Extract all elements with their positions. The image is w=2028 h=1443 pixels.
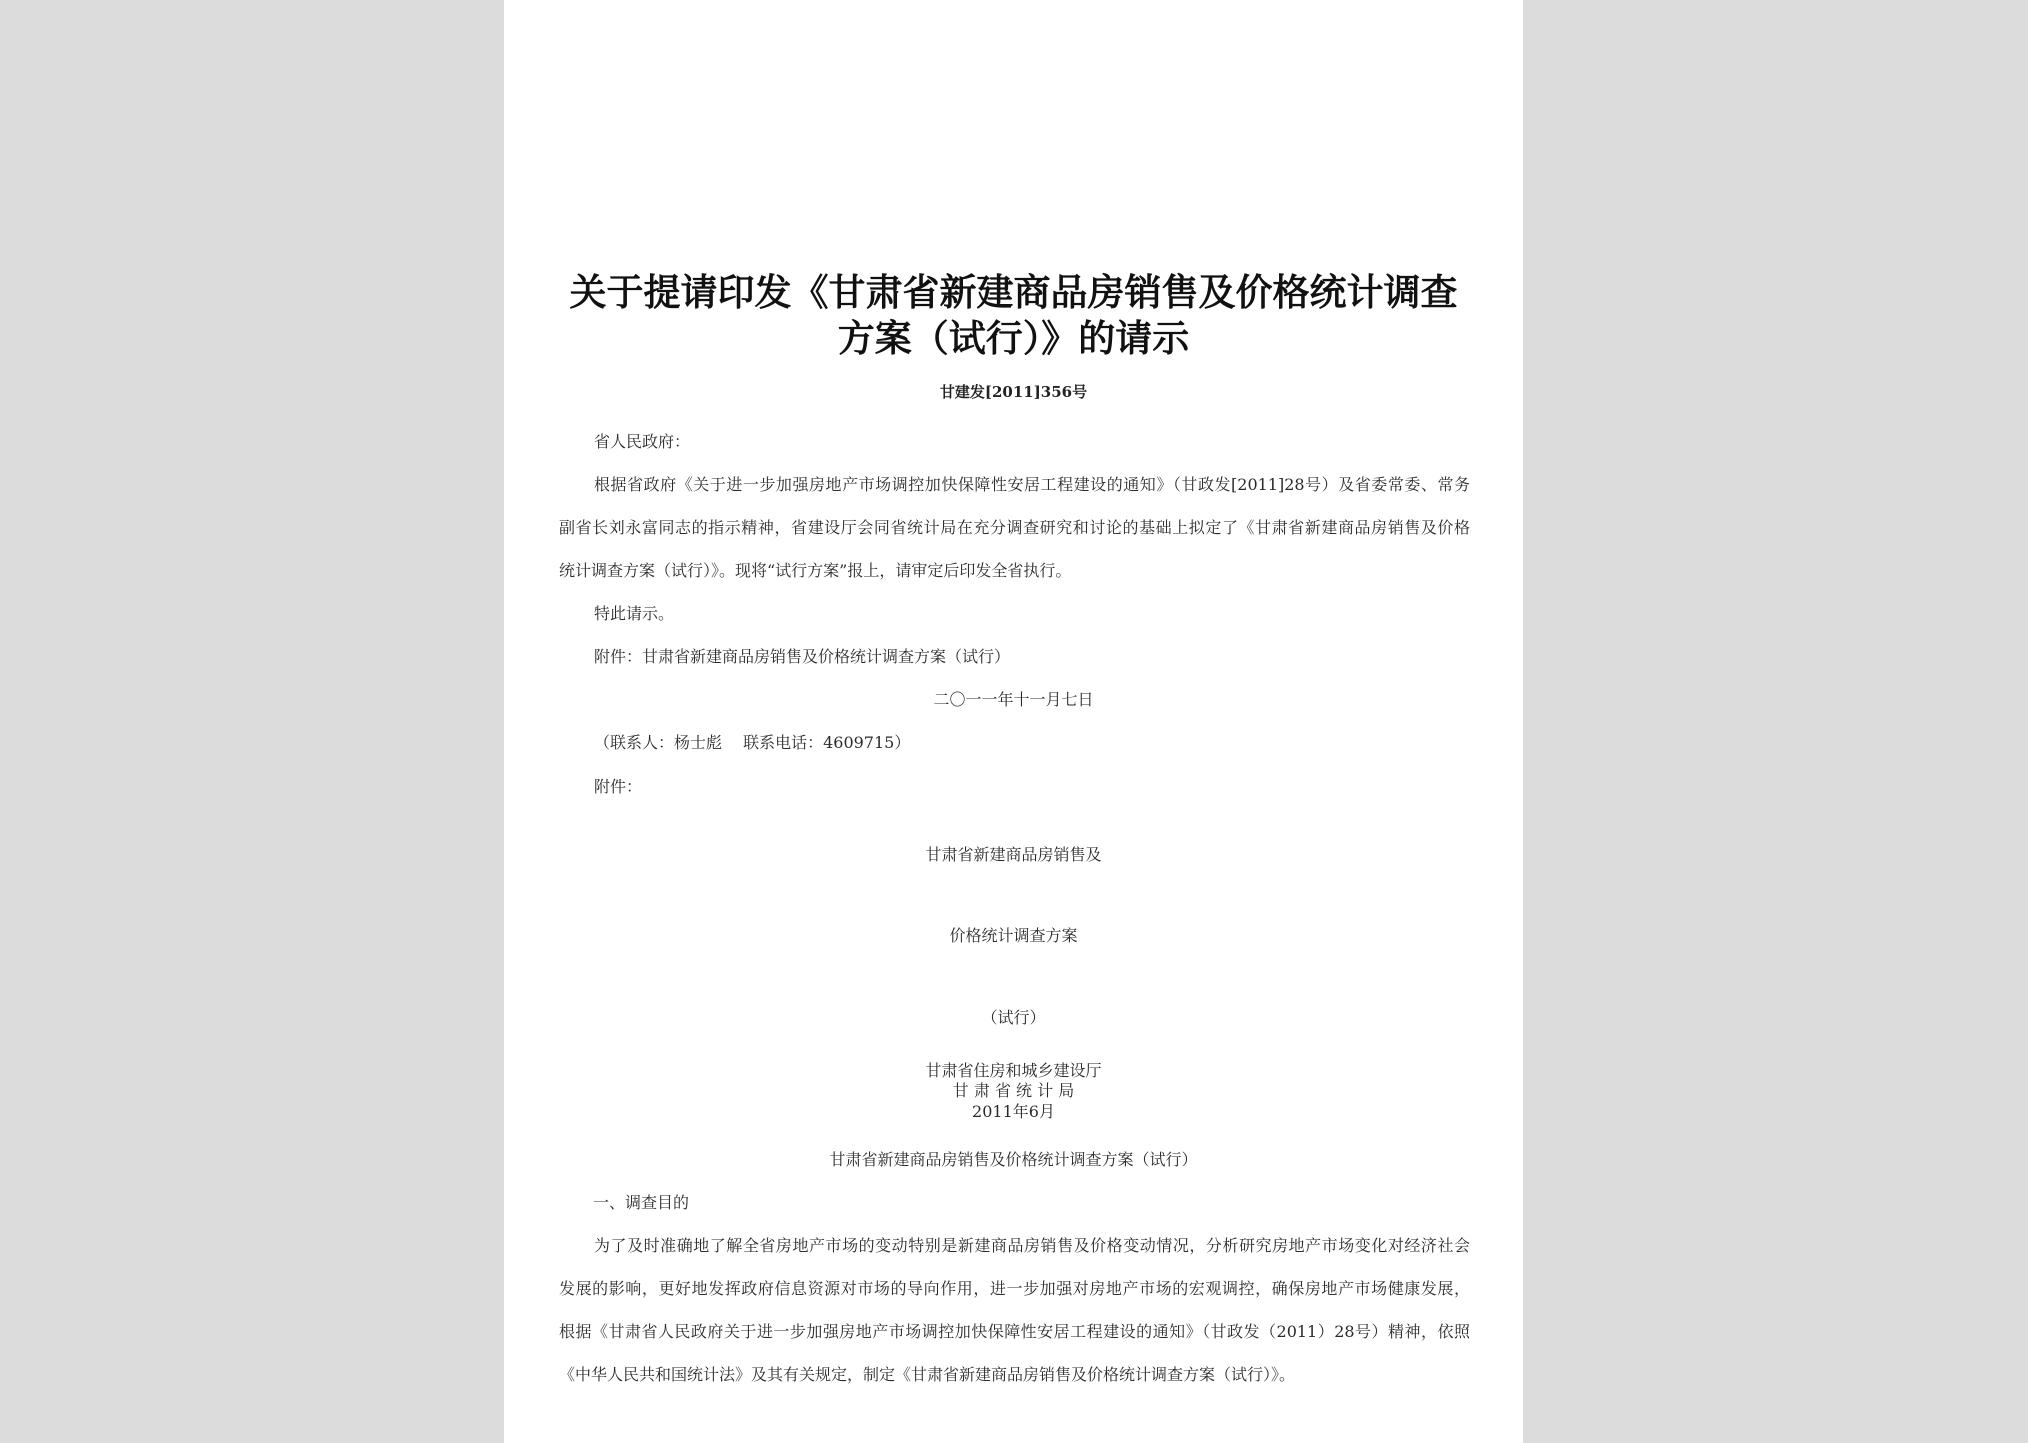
attachment-cover-title-line-2: 价格统计调查方案 [949, 926, 1078, 945]
section-1-line-1: 为了及时准确地了解全省房地产市场的变动特别是新建商品房销售及价格变动情况，分析研究房地产市场变化对经济社会 [594, 1236, 1470, 1255]
attachment-cover-issuer-1: 甘肃省住房和城乡建设厅 [925, 1061, 1102, 1080]
closing-text: 特此请示。 [594, 604, 675, 623]
document-number: 甘建发[2011]356号 [939, 383, 1088, 401]
section-1-line-2: 发展的影响，更好地发挥政府信息资源对市场的导向作用，进一步加强对房地产市场的宏观调控，确保房地产市场健康发展， [559, 1279, 1470, 1298]
attachment-cover-trial: （试行） [981, 1008, 1046, 1027]
paragraph-line-2: 副省长刘永富同志的指示精神，省建设厅会同省统计局在充分调查研究和讨论的基础上拟定了《甘肃省新建商品房销售及价格 [559, 518, 1470, 537]
attachment-label: 附件： [594, 777, 643, 796]
salutation: 省人民政府： [594, 432, 691, 451]
section-1-line-4: 《中华人民共和国统计法》及其有关规定，制定《甘肃省新建商品房销售及价格统计调查方案（试行）》。 [559, 1365, 1296, 1384]
plan-heading: 甘肃省新建商品房销售及价格统计调查方案（试行） [829, 1150, 1198, 1169]
document-title-line-1: 关于提请印发《甘肃省新建商品房销售及价格统计调查 [569, 270, 1458, 314]
paragraph-line-3: 统计调查方案（试行）》。现将“试行方案”报上，请审定后印发全省执行。 [559, 561, 1072, 580]
document-title-line-2: 方案（试行）》的请示 [837, 316, 1190, 360]
attachment-cover-date: 2011年6月 [972, 1102, 1055, 1121]
attachment-cover-title-line-1: 甘肃省新建商品房销售及 [925, 845, 1102, 864]
section-1-heading: 一、调查目的 [593, 1193, 690, 1212]
contact-info: （联系人：杨士彪 联系电话：4609715） [594, 733, 911, 752]
section-1-line-3: 根据《甘肃省人民政府关于进一步加强房地产市场调控加快保障性安居工程建设的通知》（甘政发（2011）28号）精神，依照 [559, 1322, 1470, 1341]
attachment-line: 附件：甘肃省新建商品房销售及价格统计调查方案（试行） [594, 647, 1011, 666]
paragraph-line-1: 根据省政府《关于进一步加强房地产市场调控加快保障性安居工程建设的通知》（甘政发[2011]28号）及省委常委、常务 [594, 475, 1470, 494]
document-date: 二〇一一年十一月七日 [933, 690, 1094, 709]
attachment-cover-issuer-2: 甘 肃 省 统 计 局 [952, 1081, 1075, 1100]
document-page [504, 0, 1523, 1443]
